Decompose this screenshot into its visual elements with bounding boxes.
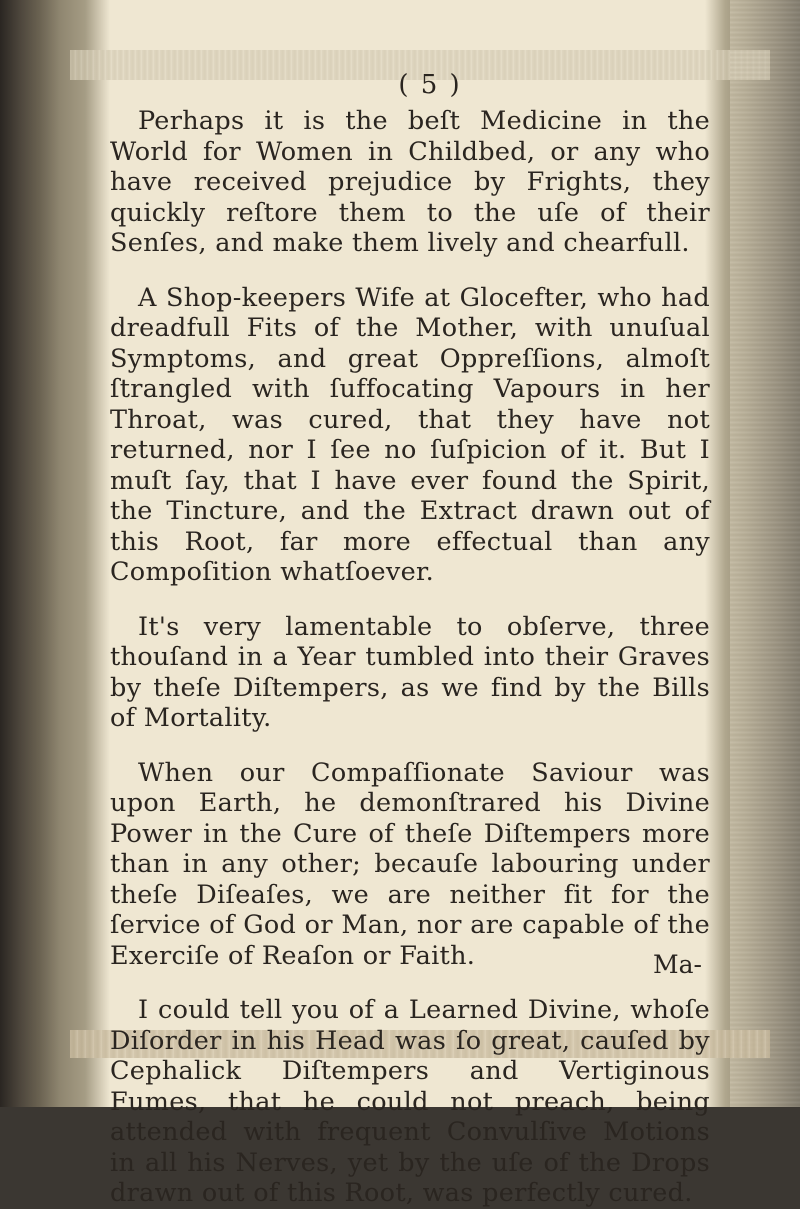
page-number: ( 5 ) [398, 70, 462, 100]
paragraph-1: Perhaps it is the beſt Medicine in the World for Women in Childbed, or any who have received prejudice by Frights, they quickly reſtore them to the uſe of their Senſes, and make them lively and chearfull. [110, 106, 710, 258]
paragraph-5: I could tell you of a Learned Divine, whoſe Diſorder in his Head was ſo great, cauſed by Cephalick Diſtempers and Vertiginous Fumes, that he could not preach, being attended with frequent Convulſive Motions in all his Nerves, yet by the uſe of the Drops drawn out of this Root, was perfectly cured. [110, 995, 710, 1208]
page-edge [730, 0, 800, 1107]
paragraph-2: A Shop-keepers Wife at Glocefter, who had dreadfull Fits of the Mother, with unuſual Symptoms, and great Oppreſſions, almoſt ſtrangled with ſuffocating Vapours in her Throat, was cured, that they have not returned, nor I ſee no ſuſpicion of it. But I muſt ſay, that I have ever found the Spirit, the Tincture, and the Extract drawn out of this Root, far more effectual than any Compoſition whatſoever. [110, 282, 710, 587]
catchword: Ma- [653, 950, 702, 979]
paragraph-4: When our Compaſſionate Saviour was upon Earth, he demonſtrared his Divine Power in the Cure of theſe Diſtempers more than in any other; becauſe labouring under theſe Diſeaſes, we are neither fit for the ſervice of God or Man, nor are capable of the Exerciſe of Reaſon or Faith. [110, 757, 710, 971]
paragraph-3: It's very lamentable to obſerve, three thouſand in a Year tumbled into their Graves by theſe Diſtempers, as we find by the Bills of Mortality. [110, 611, 710, 733]
book-page [110, 70, 710, 1208]
